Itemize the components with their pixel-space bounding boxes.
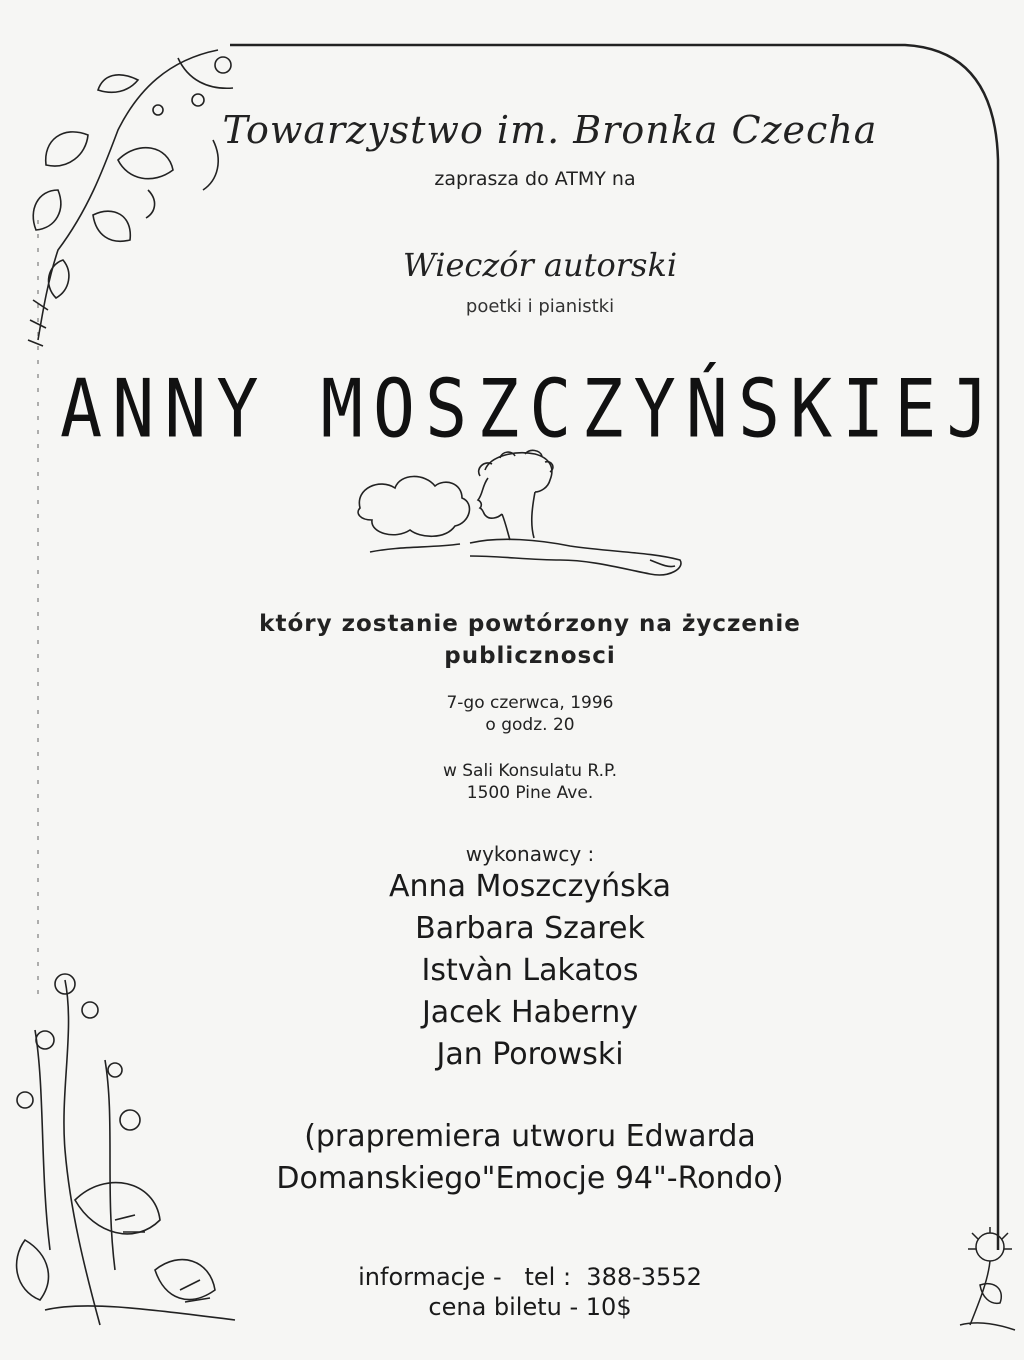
contact-phone: informacje - tel : 388-3552	[358, 1263, 702, 1291]
society-name: Towarzystwo im. Bronka Czecha	[222, 108, 878, 152]
performer-name: Jan Porowski	[436, 1037, 624, 1072]
performers-list	[250, 866, 810, 1076]
top-left-floral-icon	[18, 40, 258, 360]
bottom-right-floral-icon	[950, 1225, 1020, 1335]
event-title: Wieczór autorski	[402, 246, 678, 284]
repeat-notice-line-2: publicznosci	[444, 643, 616, 669]
event-date: 7-go czerwca, 1996	[446, 693, 614, 713]
schedule	[300, 692, 760, 736]
performers-label: wykonawcy :	[465, 842, 595, 866]
performer-name: Anna Moszczyńska	[389, 869, 671, 904]
repeat-notice-line-1: który zostanie powtórzony na życzenie	[259, 611, 801, 637]
event-subtitle: poetki i pianistki	[465, 296, 615, 317]
performer-name: Barbara Szarek	[415, 911, 645, 946]
portrait-illustration-icon	[350, 448, 690, 588]
event-time: o godz. 20	[485, 715, 575, 735]
ticket-price: cena biletu - 10$	[428, 1293, 632, 1321]
premiere-note	[180, 1116, 880, 1200]
premiere-line-2: Domanskiego"Emocje 94"-Rondo)	[276, 1161, 784, 1196]
footer-info	[260, 1262, 800, 1322]
performer-name: Istvàn Lakatos	[421, 953, 639, 988]
venue-hall: w Sali Konsulatu R.P.	[442, 761, 618, 781]
premiere-line-1: (prapremiera utworu Edwarda	[304, 1119, 756, 1154]
venue-address: 1500 Pine Ave.	[466, 783, 594, 803]
repeat-notice	[180, 608, 880, 672]
invitation-line: zaprasza do ATMY na	[434, 168, 636, 190]
venue	[300, 760, 760, 804]
performer-name: Jacek Haberny	[421, 995, 639, 1030]
artist-name: ANNY MOSZCZYŃSKIEJ	[60, 361, 999, 457]
